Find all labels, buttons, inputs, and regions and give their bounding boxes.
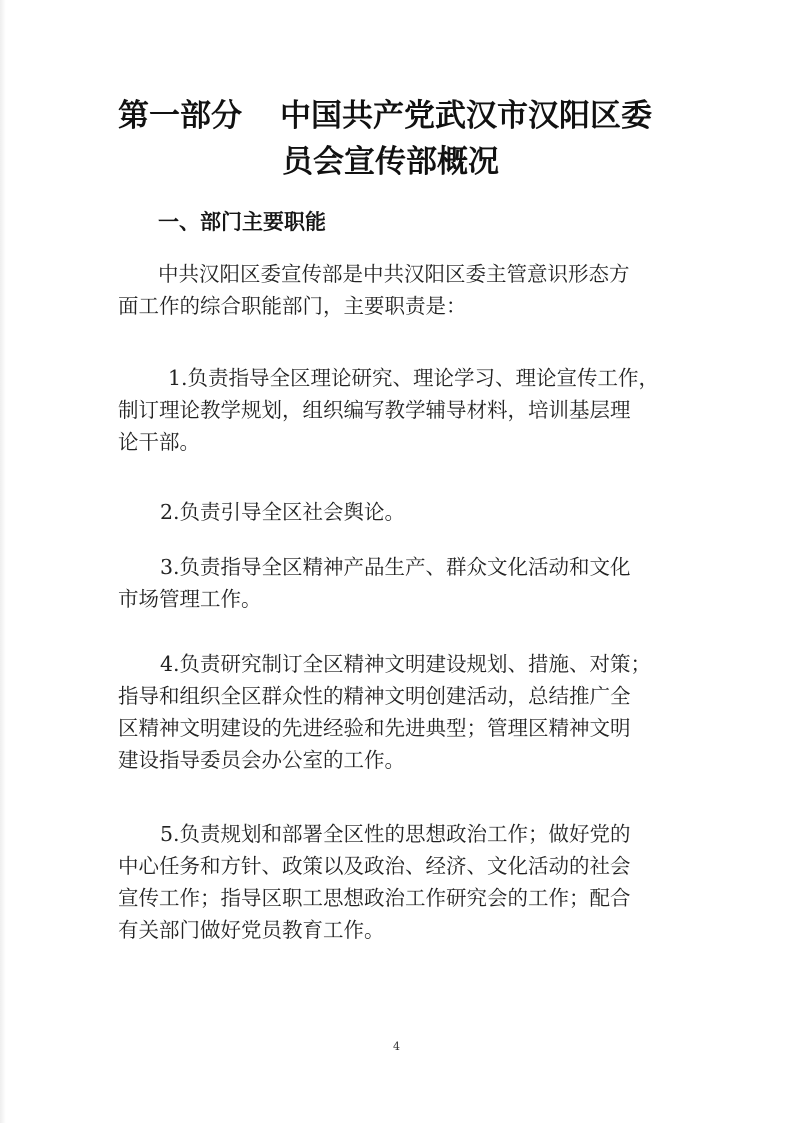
duty-paragraph-4 xyxy=(118,648,678,776)
duty-line: 3.负责指导全区精神产品生产、群众文化活动和文化 xyxy=(160,555,631,579)
duty-line: 区精神文明建设的先进经验和先进典型；管理区精神文明 xyxy=(118,716,631,740)
intro-line: 中共汉阳区委宣传部是中共汉阳区委主管意识形态方 xyxy=(158,262,630,286)
duty-paragraph-1 xyxy=(118,362,678,458)
duty-line: 宣传工作；指导区职工思想政治工作研究会的工作；配合 xyxy=(118,886,631,910)
title-part-label: 第一部分 xyxy=(118,98,242,134)
duty-line: 指导和组织全区群众性的精神文明创建活动，总结推广全 xyxy=(118,684,631,708)
title-line-2: 员会宣传部概况 xyxy=(282,144,499,180)
duty-line: 制订理论教学规划，组织编写教学辅导材料，培训基层理 xyxy=(118,398,631,422)
duty-line: 建设指导委员会办公室的工作。 xyxy=(118,748,405,772)
duty-line: 2.负责引导全区社会舆论。 xyxy=(160,500,406,524)
page-number: 4 xyxy=(393,1040,400,1053)
title-org-name: 中国共产党武汉市汉阳区委 xyxy=(280,98,652,134)
duty-line: 中心任务和方针、政策以及政治、经济、文化活动的社会 xyxy=(118,854,631,878)
duty-paragraph-5 xyxy=(118,818,678,946)
duty-line: 论干部。 xyxy=(118,430,200,454)
duty-line: 1.负责指导全区理论研究、理论学习、理论宣传工作， xyxy=(168,366,660,390)
section-heading: 一、部门主要职能 xyxy=(158,210,326,234)
duty-line: 有关部门做好党员教育工作。 xyxy=(118,918,385,942)
duty-line: 4.负责研究制订全区精神文明建设规划、措施、对策； xyxy=(160,652,652,676)
duty-paragraph-2 xyxy=(118,496,678,528)
duty-line: 5.负责规划和部署全区性的思想政治工作；做好党的 xyxy=(160,822,631,846)
duty-paragraph-3 xyxy=(118,551,678,615)
intro-line: 面工作的综合职能部门，主要职责是： xyxy=(118,294,467,318)
scan-edge-shadow xyxy=(0,0,6,1123)
document-title xyxy=(118,93,678,185)
duty-line: 市场管理工作。 xyxy=(118,587,262,611)
intro-paragraph xyxy=(118,258,678,322)
title-line-1 xyxy=(118,93,678,139)
